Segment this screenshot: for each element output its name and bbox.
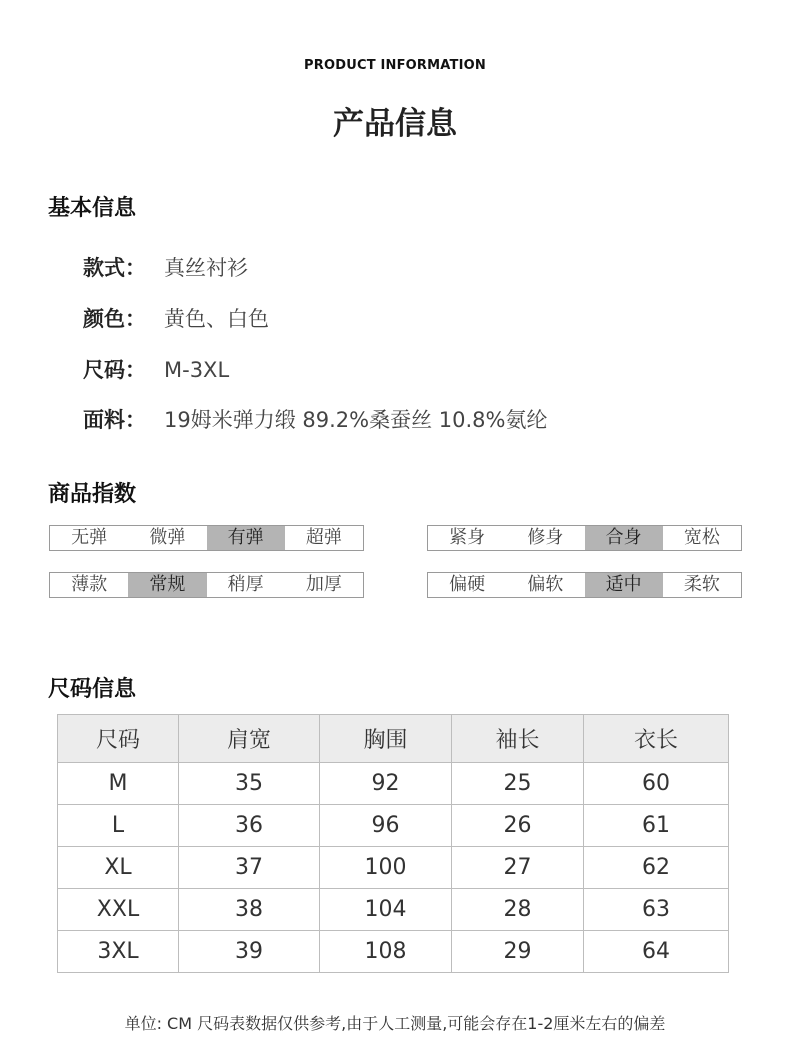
index-option: 柔软 <box>683 574 720 595</box>
column-header: 尺码 <box>58 715 179 763</box>
index-scale-elasticity <box>49 525 364 551</box>
table-cell: 28 <box>452 889 584 931</box>
section-title-basic-info: 基本信息 <box>48 196 137 221</box>
column-header: 衣长 <box>584 715 729 763</box>
table-cell: 60 <box>584 763 729 805</box>
footer-note: 单位: CM 尺码表数据仅供参考,由于人工测量,可能会存在1-2厘米左右的偏差 <box>124 1014 666 1033</box>
index-option: 微弹 <box>149 527 186 548</box>
table-cell: 27 <box>452 847 584 889</box>
info-row-size <box>83 355 229 385</box>
table-cell: 29 <box>452 931 584 973</box>
index-option: 薄款 <box>71 574 108 595</box>
info-row-style <box>83 253 248 283</box>
index-option: 修身 <box>527 527 564 548</box>
index-option-selected: 有弹 <box>207 526 285 550</box>
index-scale-softness <box>427 572 742 598</box>
table-cell: 63 <box>584 889 729 931</box>
index-option-selected: 常规 <box>128 573 206 597</box>
table-cell: 37 <box>179 847 320 889</box>
table-cell: M <box>58 763 179 805</box>
table-cell: 100 <box>320 847 452 889</box>
table-cell: 96 <box>320 805 452 847</box>
index-option: 超弹 <box>305 527 342 548</box>
table-cell: 104 <box>320 889 452 931</box>
info-label: 款式： <box>83 256 146 280</box>
section-title-product-index: 商品指数 <box>48 482 137 507</box>
info-label: 颜色： <box>83 307 146 331</box>
table-cell: 35 <box>179 763 320 805</box>
table-row <box>58 763 729 805</box>
info-value: 真丝衬衫 <box>164 256 248 280</box>
eyebrow-text: PRODUCT INFORMATION <box>304 58 486 73</box>
info-value: M-3XL <box>164 358 230 382</box>
index-scale-fit <box>427 525 742 551</box>
table-header-row <box>58 715 729 763</box>
index-option: 偏硬 <box>449 574 486 595</box>
index-option: 紧身 <box>449 527 486 548</box>
info-row-fabric <box>83 405 548 435</box>
index-option-selected: 适中 <box>585 573 663 597</box>
table-cell: 61 <box>584 805 729 847</box>
index-scale-thickness <box>49 572 364 598</box>
index-option: 偏软 <box>527 574 564 595</box>
index-option: 宽松 <box>683 527 720 548</box>
section-title-size-info: 尺码信息 <box>48 677 137 702</box>
table-cell: 64 <box>584 931 729 973</box>
table-cell: L <box>58 805 179 847</box>
table-cell: 26 <box>452 805 584 847</box>
table-cell: 38 <box>179 889 320 931</box>
info-row-color <box>83 304 269 334</box>
index-option: 加厚 <box>305 574 342 595</box>
column-header: 肩宽 <box>179 715 320 763</box>
info-label: 面料： <box>83 408 146 432</box>
table-cell: XL <box>58 847 179 889</box>
table-row <box>58 889 729 931</box>
table-row <box>58 805 729 847</box>
table-row <box>58 847 729 889</box>
index-option-selected: 合身 <box>585 526 663 550</box>
table-cell: 92 <box>320 763 452 805</box>
table-cell: 62 <box>584 847 729 889</box>
info-value: 19姆米弹力缎 89.2%桑蚕丝 10.8%氨纶 <box>164 408 548 432</box>
table-cell: 108 <box>320 931 452 973</box>
index-option: 无弹 <box>71 527 108 548</box>
page-title: 产品信息 <box>333 106 457 142</box>
size-table <box>57 714 729 973</box>
table-cell: 36 <box>179 805 320 847</box>
table-cell: 3XL <box>58 931 179 973</box>
info-label: 尺码： <box>83 358 146 382</box>
column-header: 袖长 <box>452 715 584 763</box>
table-row <box>58 931 729 973</box>
info-value: 黄色、白色 <box>164 307 269 331</box>
table-cell: 39 <box>179 931 320 973</box>
table-cell: XXL <box>58 889 179 931</box>
column-header: 胸围 <box>320 715 452 763</box>
index-option: 稍厚 <box>227 574 264 595</box>
table-cell: 25 <box>452 763 584 805</box>
